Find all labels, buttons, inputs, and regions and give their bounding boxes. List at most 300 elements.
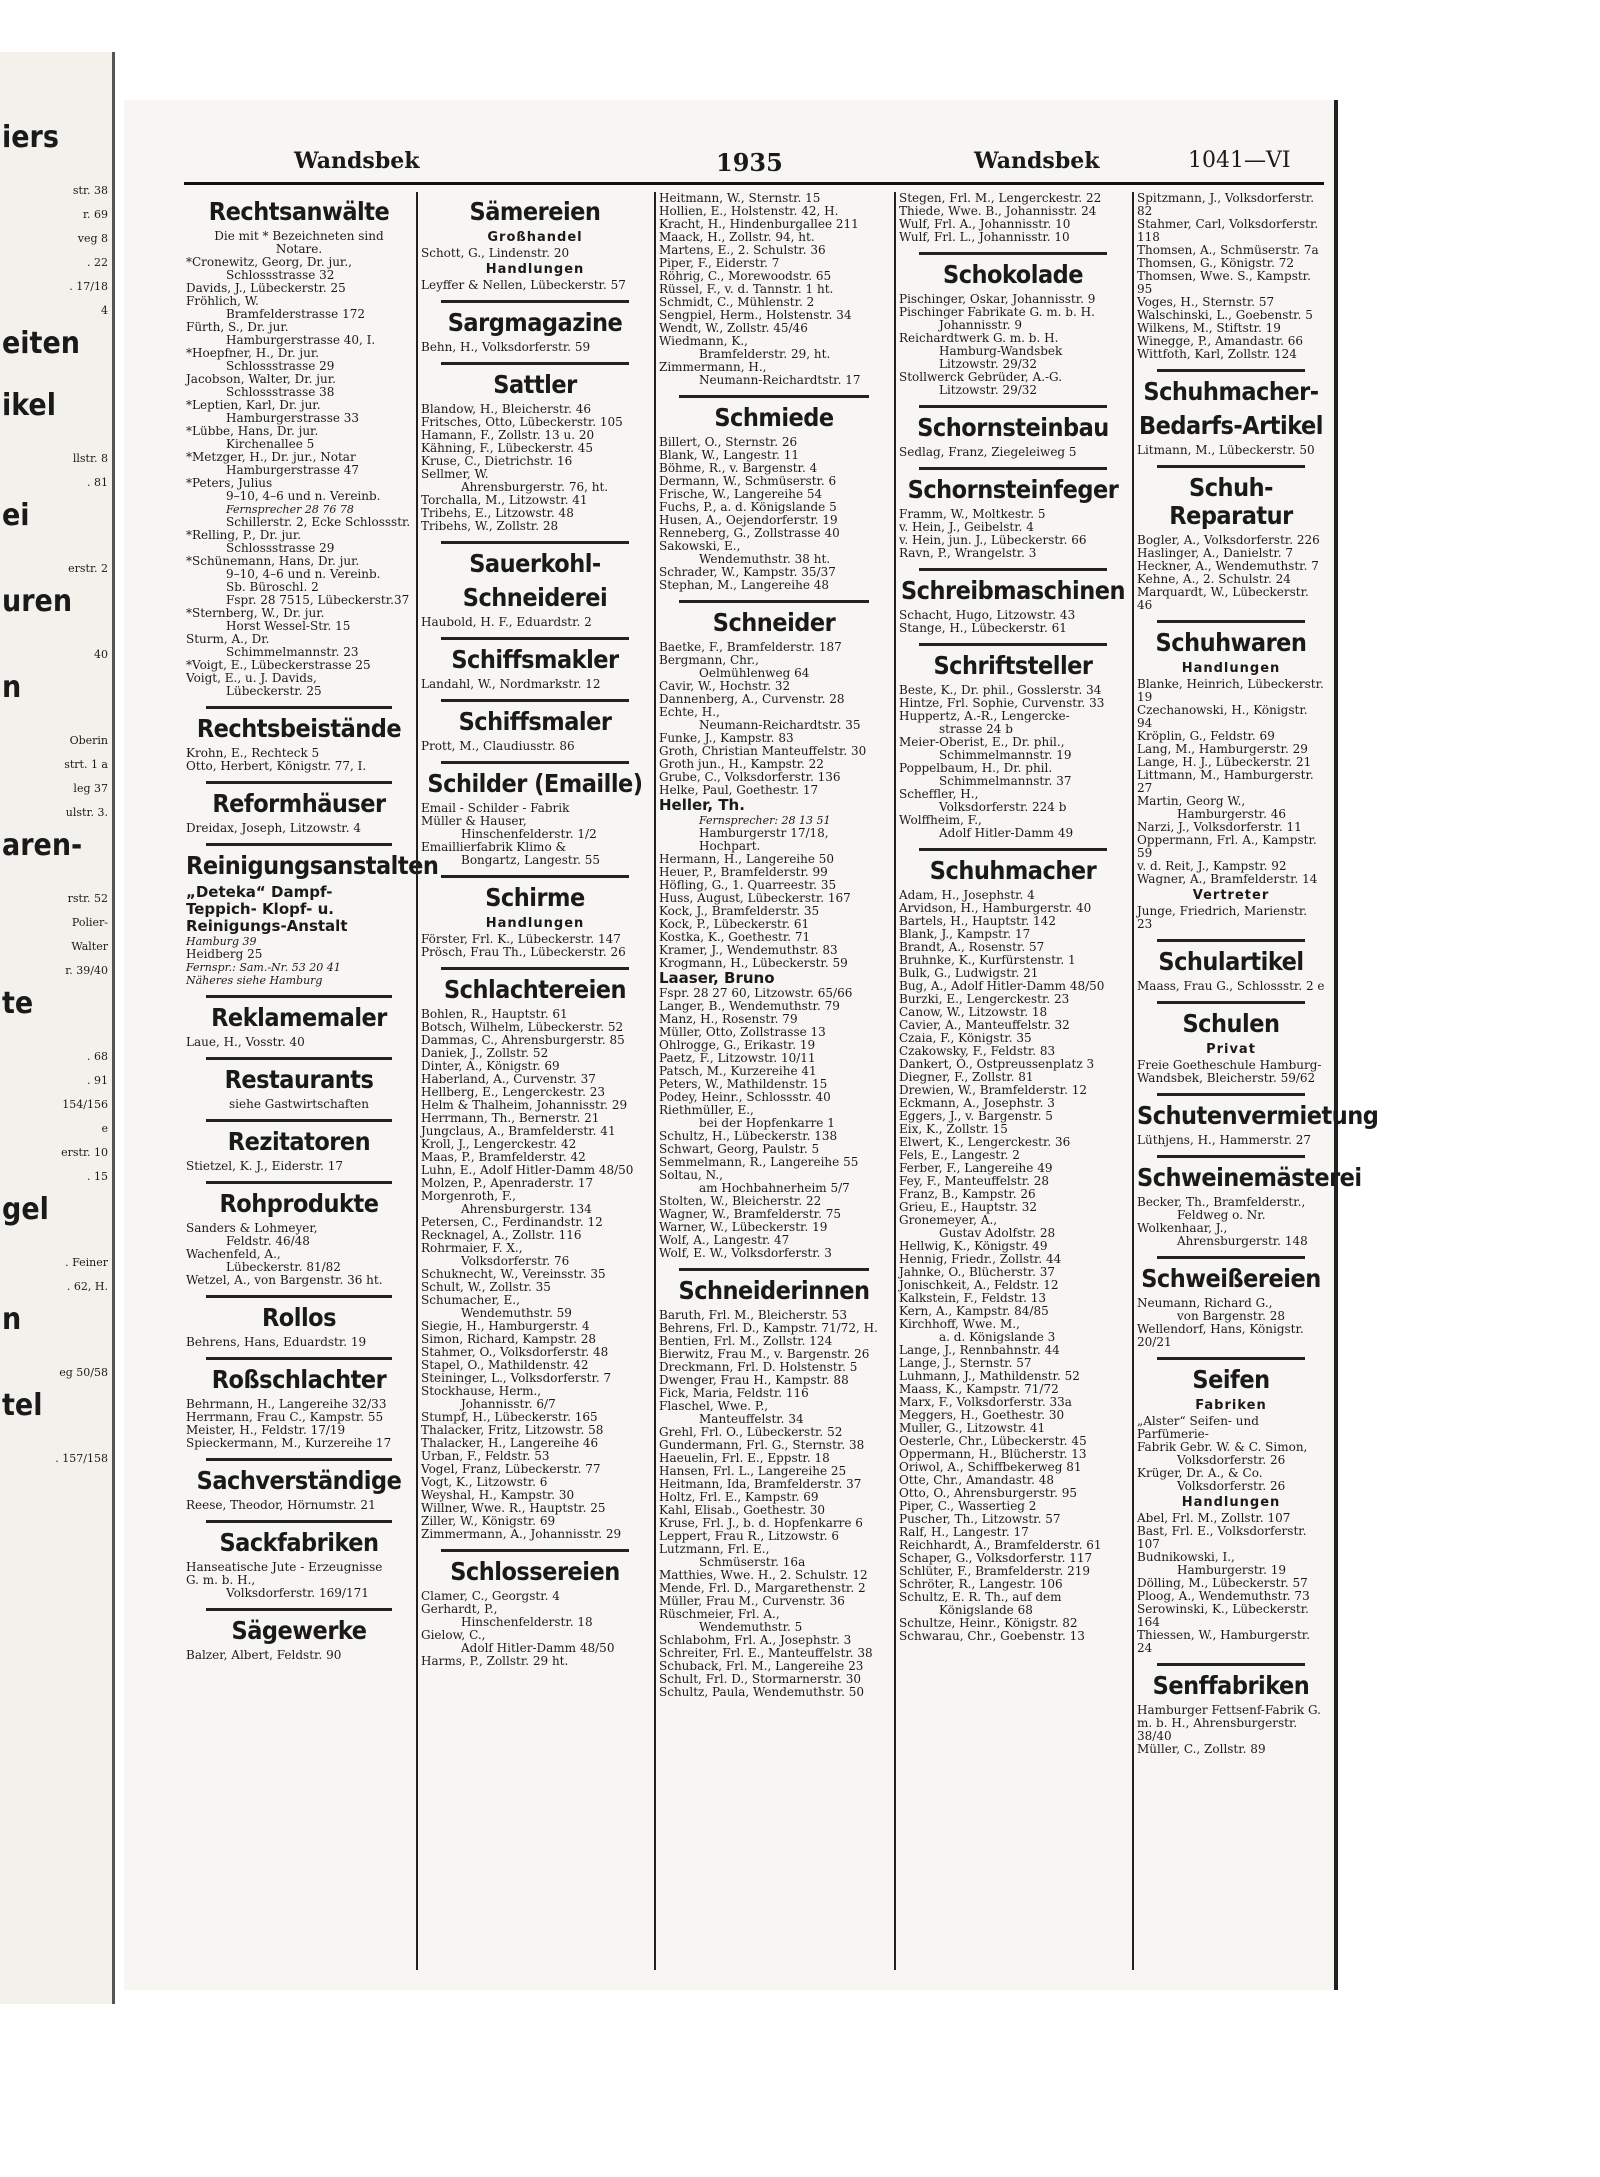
directory-entry: Rüssel, F., v. d. Tannstr. 1 ht. <box>659 282 834 296</box>
section-heading: Schweinemästerei <box>1137 1163 1362 1192</box>
directory-entry: Matthies, Wwe. H., 2. Schulstr. 12 <box>659 1568 868 1582</box>
entry-continuation: Litzowstr. 29/32 <box>939 383 1038 397</box>
directory-entry: Kirchhoff, Wwe. M., <box>899 1317 1020 1331</box>
section-rule <box>206 1608 392 1611</box>
directory-entry: Hellwig, K., Königstr. 49 <box>899 1239 1048 1253</box>
section-heading: Sämereien <box>469 197 601 226</box>
section-heading: Schirme <box>485 883 585 912</box>
directory-entry: Schreiter, Frl. E., Manteuffelstr. 38 <box>659 1646 873 1660</box>
directory-entry: Wilkens, M., Stiftstr. 19 <box>1137 321 1281 335</box>
section-rule <box>1157 1256 1305 1259</box>
section-rule <box>1157 369 1305 372</box>
column-3 <box>659 192 889 1980</box>
directory-entry: *Metzger, H., Dr. jur., Notar <box>186 450 356 464</box>
directory-entry: Dankert, O., Ostpreussenplatz 3 <box>899 1057 1095 1071</box>
section-heading: Schulartikel <box>1158 947 1304 976</box>
directory-entry: Harms, P., Zollstr. 29 ht. <box>421 1654 569 1668</box>
entry-continuation: Volksdorferstr. 26 <box>1177 1479 1286 1493</box>
entry-continuation: Feldstr. 46/48 <box>226 1234 310 1248</box>
directory-entry: Gielow, C., <box>421 1628 486 1642</box>
directory-entry: Mende, Frl. D., Margarethenstr. 2 <box>659 1581 866 1595</box>
directory-entry: Ravn, P., Wrangelstr. 3 <box>899 546 1037 560</box>
entry-continuation: a. d. Königslande 3 <box>939 1330 1056 1344</box>
directory-entry: Grehl, Frl. O., Lübeckerstr. 52 <box>659 1425 843 1439</box>
directory-entry: Bogler, A., Volksdorferstr. 226 <box>1137 533 1320 547</box>
fragment-heading: ikel <box>2 388 56 423</box>
directory-entry: Bruhnke, K., Kurfürstenstr. 1 <box>899 953 1076 967</box>
directory-entry: Brandt, A., Rosenstr. 57 <box>899 940 1045 954</box>
directory-entry: Wulf, Frl. A., Johannisstr. 10 <box>899 217 1071 231</box>
entry-continuation: Schlossstrasse 38 <box>226 385 335 399</box>
subsection-label: Handlungen <box>485 916 585 931</box>
directory-entry: Rüschmeier, Frl. A., <box>659 1607 780 1621</box>
directory-entry: Eckmann, A., Josephstr. 3 <box>899 1096 1055 1110</box>
directory-entry: Becker, Th., Bramfelderstr., <box>1137 1195 1306 1209</box>
directory-entry: Fabrik Gebr. W. & C. Simon, <box>1137 1440 1308 1454</box>
directory-entry: Dinter, A., Königstr. 69 <box>421 1059 560 1073</box>
directory-entry: Martin, Georg W., <box>1137 794 1246 808</box>
directory-entry: Martens, E., 2. Schulstr. 36 <box>659 243 826 257</box>
entry-continuation: Ahrensburgerstr. 134 <box>461 1202 592 1216</box>
entry-continuation: Schimmelmannstr. 37 <box>939 774 1072 788</box>
section-heading: Reinigungsanstalten <box>186 851 439 880</box>
directory-entry: Petersen, C., Ferdinandstr. 12 <box>421 1215 603 1229</box>
directory-entry: Bohlen, R., Hauptstr. 61 <box>421 1007 568 1021</box>
section-rule <box>441 362 629 365</box>
directory-entry: Bug, A., Adolf Hitler-Damm 48/50 <box>899 979 1105 993</box>
subsection-label: Großhandel <box>487 230 583 245</box>
directory-entry: Laue, H., Vosstr. 40 <box>186 1035 305 1049</box>
directory-entry: Neumann, Richard G., <box>1137 1296 1273 1310</box>
directory-entry: Muller, G., Litzowstr. 41 <box>899 1421 1046 1435</box>
section-heading: Rechtsanwälte <box>208 197 390 226</box>
directory-entry: Kehne, A., 2. Schulstr. 24 <box>1137 572 1291 586</box>
entry-continuation: Hamburgerstrasse 33 <box>226 411 360 425</box>
directory-entry: Ralf, H., Langestr. 17 <box>899 1525 1029 1539</box>
directory-entry: Stapel, O., Mathildenstr. 42 <box>421 1358 589 1372</box>
directory-entry: Soltau, N., <box>659 1168 723 1182</box>
entry-continuation: 9–10, 4–6 und n. Vereinb. <box>226 489 381 503</box>
directory-entry: Otte, Chr., Amandastr. 48 <box>899 1473 1055 1487</box>
directory-entry: m. b. H., Ahrensburgerstr. 38/40 <box>1137 1716 1298 1743</box>
directory-entry: Echte, H., <box>659 705 720 719</box>
directory-entry: Thomsen, G., Königstr. 72 <box>1137 256 1294 270</box>
entry-continuation: Volksdorferstr. 26 <box>1177 1453 1286 1467</box>
entry-continuation: Wendemuthstr. 59 <box>461 1306 572 1320</box>
directory-entry: Bulk, G., Ludwigstr. 21 <box>899 966 1039 980</box>
entry-continuation: Volksdorferstr. 76 <box>461 1254 570 1268</box>
directory-entry: Littmann, M., Hamburgerstr. 27 <box>1137 768 1314 795</box>
directory-entry: Haberland, A., Curvenstr. 37 <box>421 1072 596 1086</box>
column-divider <box>416 192 418 1970</box>
fragment-text: 154/156 <box>62 1098 108 1111</box>
directory-entry: *Schünemann, Hans, Dr. jur. <box>186 554 360 568</box>
directory-entry: Fey, F., Manteuffelstr. 28 <box>899 1174 1050 1188</box>
fragment-text: 40 <box>94 648 108 661</box>
directory-entry: Warner, W., Lübeckerstr. 19 <box>659 1220 828 1234</box>
directory-entry: Cavier, A., Manteuffelstr. 32 <box>899 1018 1070 1032</box>
directory-entry: Groth jun., H., Kampstr. 22 <box>659 757 824 771</box>
section-heading: Rechtsbeistände <box>196 714 402 743</box>
directory-entry: Czechanowski, H., Königstr. 94 <box>1137 703 1308 730</box>
directory-entry: Hamburger Fettsenf-Fabrik G. <box>1137 1703 1321 1717</box>
directory-entry: Gundermann, Frl. G., Sternstr. 38 <box>659 1438 865 1452</box>
section-rule <box>206 1181 392 1184</box>
directory-entry: Groth, Christian Manteuffelstr. 30 <box>659 744 867 758</box>
directory-entry: Dannenberg, A., Curvenstr. 28 <box>659 692 845 706</box>
directory-entry: Flaschel, Wwe. P., <box>659 1399 769 1413</box>
directory-entry: Wiedmann, K., <box>659 334 748 348</box>
directory-entry: Sanders & Lohmeyer, <box>186 1221 318 1235</box>
header-rule <box>184 182 1324 185</box>
fragment-heading: n <box>2 1302 22 1337</box>
directory-entry: Böhme, R., v. Bargenstr. 4 <box>659 461 818 475</box>
directory-entry: Thiede, Wwe. B., Johannisstr. 24 <box>899 204 1097 218</box>
directory-entry: Krohn, E., Rechteck 5 <box>186 746 320 760</box>
directory-entry: Schwart, Georg, Paulstr. 5 <box>659 1142 820 1156</box>
advertised-entry: Teppich- Klopf- u. <box>186 900 334 918</box>
directory-entry: Bast, Frl. E., Volksdorferstr. 107 <box>1137 1524 1307 1551</box>
directory-entry: Riethmüller, E., <box>659 1103 754 1117</box>
directory-entry: Jacobson, Walter, Dr. jur. <box>186 372 336 386</box>
directory-entry: Schacht, Hugo, Litzowstr. 43 <box>899 608 1076 622</box>
entry-continuation: Hamburgerstrasse 40, I. <box>226 333 376 347</box>
section-rule <box>441 1549 629 1552</box>
section-note: Notare. <box>275 242 323 256</box>
directory-entry: Spitzmann, J., Volksdorferstr. 82 <box>1137 191 1315 218</box>
section-rule <box>206 1458 392 1461</box>
entry-continuation: Schmüserstr. 16a <box>699 1555 806 1569</box>
section-rule <box>441 967 629 970</box>
entry-continuation: Wendemuthstr. 5 <box>699 1620 803 1634</box>
directory-entry: Dreidax, Joseph, Litzowstr. 4 <box>186 821 361 835</box>
directory-entry: Fröhlich, W. <box>186 294 259 308</box>
directory-entry: Hintze, Frl. Sophie, Curvenstr. 33 <box>899 696 1105 710</box>
directory-entry: Herrmann, Th., Bernerstr. 21 <box>421 1111 600 1125</box>
directory-entry: Landahl, W., Nordmarkstr. 12 <box>421 677 601 691</box>
entry-continuation: 9–10, 4–6 und n. Vereinb. <box>226 567 381 581</box>
fragment-text: . 81 <box>87 476 108 489</box>
directory-entry: Stumpf, H., Lübeckerstr. 165 <box>421 1410 598 1424</box>
directory-entry: Leyffer & Nellen, Lübeckerstr. 57 <box>421 278 626 292</box>
directory-entry: Renneberg, G., Zollstrasse 40 <box>659 526 840 540</box>
directory-entry: Lange, J., Rennbahnstr. 44 <box>899 1343 1060 1357</box>
directory-entry: *Sternberg, W., Dr. jur. <box>186 606 325 620</box>
directory-entry: Schmidt, C., Mühlenstr. 2 <box>659 295 815 309</box>
section-rule <box>206 1357 392 1360</box>
directory-entry: *Voigt, E., Lübeckerstrasse 25 <box>186 658 371 672</box>
directory-entry: Ploog, A., Wendemuthstr. 73 <box>1137 1589 1310 1603</box>
header-year: 1935 <box>716 148 783 177</box>
section-rule <box>441 699 629 702</box>
directory-entry: Kock, J., Bramfelderstr. 35 <box>659 904 820 918</box>
directory-entry: Heuer, P., Bramfelderstr. 99 <box>659 865 828 879</box>
directory-entry: *Hoepfner, H., Dr. jur. <box>186 346 320 360</box>
directory-entry: Willner, Wwe. R., Hauptstr. 25 <box>421 1501 606 1515</box>
directory-entry: Blandow, H., Bleicherstr. 46 <box>421 402 592 416</box>
section-heading: Schriftsteller <box>933 651 1093 680</box>
fragment-heading: gel <box>2 1192 49 1227</box>
directory-entry: Schuback, Frl. M., Langereihe 23 <box>659 1659 864 1673</box>
subsection-label: Handlungen <box>485 262 585 277</box>
directory-entry: Weyshal, H., Kampstr. 30 <box>421 1488 575 1502</box>
directory-entry: Wetzel, A., von Bargenstr. 36 ht. <box>186 1273 383 1287</box>
fragment-text: ulstr. 3. <box>65 806 108 819</box>
section-heading: Schokolade <box>943 260 1083 289</box>
directory-entry: Leppert, Frau R., Litzowstr. 6 <box>659 1529 840 1543</box>
directory-entry: Wolkenhaar, J., <box>1137 1221 1228 1235</box>
entry-continuation: Hinschenfelderstr. 18 <box>461 1615 593 1629</box>
directory-entry: Narzi, J., Volksdorferstr. 11 <box>1137 820 1302 834</box>
fragment-text: leg 37 <box>73 782 108 795</box>
directory-page <box>124 100 1379 1990</box>
directory-entry: Billert, O., Sternstr. 26 <box>659 435 798 449</box>
fragment-text: strt. 1 a <box>64 758 108 771</box>
section-heading: Rollos <box>261 1303 337 1332</box>
directory-entry: *Relling, P., Dr. jur. <box>186 528 302 542</box>
directory-entry: Steininger, L., Volksdorferstr. 7 <box>421 1371 612 1385</box>
directory-entry: Stietzel, K. J., Eiderstr. 17 <box>186 1159 344 1173</box>
entry-continuation: Hamburgerstrasse 47 <box>226 463 360 477</box>
entry-continuation: Lübeckerstr. 81/82 <box>226 1260 341 1274</box>
section-rule <box>919 405 1107 408</box>
directory-entry: Pischinger, Oskar, Johannisstr. 9 <box>899 292 1096 306</box>
directory-entry: Förster, Frl. K., Lübeckerstr. 147 <box>421 932 621 946</box>
advertised-entry: Heller, Th. <box>659 796 745 814</box>
directory-entry: Oppermann, H., Blücherstr. 13 <box>899 1447 1087 1461</box>
directory-entry: Krüger, Dr. A., & Co. <box>1137 1466 1263 1480</box>
section-heading: Seifen <box>1192 1365 1270 1394</box>
column-divider <box>654 192 656 1970</box>
directory-entry: Stegen, Frl. M., Lengerckestr. 22 <box>899 191 1102 205</box>
entry-continuation: Horst Wessel-Str. 15 <box>226 619 351 633</box>
fragment-text: . 22 <box>87 256 108 269</box>
entry-continuation: Hamburgerstr. 46 <box>1177 807 1286 821</box>
directory-entry: Kracht, H., Hindenburgallee 211 <box>659 217 859 231</box>
directory-entry: Müller, Otto, Zollstrasse 13 <box>659 1025 826 1039</box>
directory-entry: Kruse, C., Dietrichstr. 16 <box>421 454 573 468</box>
column-4 <box>899 192 1127 1980</box>
directory-entry: Dölling, M., Lübeckerstr. 57 <box>1137 1576 1308 1590</box>
fragment-heading: eiten <box>2 326 80 361</box>
directory-entry: Lange, J., Sternstr. 57 <box>899 1356 1032 1370</box>
directory-entry: Hamburg 39 <box>186 935 257 948</box>
directory-entry: Stange, H., Lübeckerstr. 61 <box>899 621 1067 635</box>
entry-continuation: Manteuffelstr. 34 <box>699 1412 804 1426</box>
section-rule <box>1157 1357 1305 1360</box>
fragment-heading: iers <box>2 120 59 155</box>
directory-entry: Kalkstein, F., Feldstr. 13 <box>899 1291 1046 1305</box>
directory-entry: Sedlag, Franz, Ziegeleiweg 5 <box>899 445 1077 459</box>
entry-continuation: Wendemuthstr. 38 ht. <box>699 552 831 566</box>
directory-entry: Kahl, Elisab., Goethestr. 30 <box>659 1503 826 1517</box>
fragment-text: . 17/18 <box>69 280 108 293</box>
directory-entry: Hermann, H., Langereihe 50 <box>659 852 835 866</box>
fragment-text: r. 39/40 <box>65 964 108 977</box>
directory-entry: Walschinski, L., Goebenstr. 5 <box>1137 308 1313 322</box>
section-heading: Schornsteinfeger <box>907 475 1119 504</box>
directory-entry: Fritsches, Otto, Lübeckerstr. 105 <box>421 415 623 429</box>
directory-entry: Sturm, A., Dr. <box>186 632 270 646</box>
directory-entry: Behrmann, H., Langereihe 32/33 <box>186 1397 387 1411</box>
directory-entry: Herrmann, Frau C., Kampstr. 55 <box>186 1410 384 1424</box>
fragment-text: . 62, H. <box>66 1280 108 1293</box>
directory-entry: Ziller, W., Königstr. 69 <box>421 1514 556 1528</box>
section-rule <box>441 637 629 640</box>
section-heading: Schmiede <box>714 403 834 432</box>
directory-entry: Müller, Frau M., Curvenstr. 36 <box>659 1594 845 1608</box>
directory-entry: Otto, O., Ahrensburgerstr. 95 <box>899 1486 1077 1500</box>
directory-entry: Schuknecht, W., Vereinsstr. 35 <box>421 1267 606 1281</box>
section-rule <box>206 1057 392 1060</box>
fragment-text: r. 69 <box>82 208 108 221</box>
section-rule <box>206 781 392 784</box>
entry-continuation: am Hochbahnerheim 5/7 <box>699 1181 850 1195</box>
entry-continuation: bei der Hopfenkarre 1 <box>699 1116 835 1130</box>
directory-entry: Thalacker, H., Langereihe 46 <box>421 1436 599 1450</box>
directory-entry: Czaia, F., Königstr. 35 <box>899 1031 1032 1045</box>
directory-entry: Botsch, Wilhelm, Lübeckerstr. 52 <box>421 1020 624 1034</box>
section-rule <box>206 843 392 846</box>
section-heading: Bedarfs-Artikel <box>1139 411 1323 440</box>
fragment-text: . Feiner <box>65 1256 108 1269</box>
directory-entry: Simon, Richard, Kampstr. 28 <box>421 1332 597 1346</box>
fragment-heading: uren <box>2 584 73 619</box>
entry-continuation: von Bargenstr. 28 <box>1177 1309 1286 1323</box>
directory-entry: Blanke, Heinrich, Lübeckerstr. 19 <box>1137 677 1324 704</box>
directory-entry: Wachenfeld, A., <box>186 1247 281 1261</box>
directory-entry: Morgenroth, F., <box>421 1189 516 1203</box>
directory-entry: Wandsbek, Bleicherstr. 59/62 <box>1137 1071 1316 1085</box>
directory-entry: Junge, Friedrich, Marienstr. 23 <box>1137 904 1308 931</box>
directory-entry: Ferber, F., Langereihe 49 <box>899 1161 1053 1175</box>
section-heading: Schneiderei <box>462 583 608 612</box>
directory-entry: Schultze, Heinr., Königstr. 82 <box>899 1616 1078 1630</box>
directory-entry: Gronemeyer, A., <box>899 1213 998 1227</box>
directory-entry: Huppertz, A.-R., Lengercke- <box>899 709 1070 723</box>
directory-entry: Wagner, A., Bramfelderstr. 14 <box>1137 872 1318 886</box>
directory-entry: Winegge, P., Amandastr. 66 <box>1137 334 1304 348</box>
section-heading: Senffabriken <box>1152 1671 1310 1700</box>
section-heading: Sackfabriken <box>219 1528 379 1557</box>
entry-continuation: Litzowstr. 29/32 <box>939 357 1038 371</box>
directory-entry: Frische, W., Langereihe 54 <box>659 487 823 501</box>
directory-entry: Rohrmaier, F. X., <box>421 1241 523 1255</box>
directory-entry: Tribehs, E., Litzowstr. 48 <box>421 506 574 520</box>
directory-entry: Huss, August, Lübeckerstr. 167 <box>659 891 851 905</box>
directory-entry: Stollwerck Gebrüder, A.-G. <box>899 370 1063 384</box>
directory-entry: Voigt, E., u. J. Davids, <box>186 671 317 685</box>
section-rule <box>441 761 629 764</box>
fragment-text: . 15 <box>87 1170 108 1183</box>
fragment-text: rstr. 52 <box>67 892 108 905</box>
section-heading: Schlachtereien <box>443 975 627 1004</box>
fragment-text: veg 8 <box>77 232 108 245</box>
directory-entry: Maack, H., Zollstr. 94, ht. <box>659 230 815 244</box>
directory-entry: Paetz, F., Litzowstr. 10/11 <box>659 1051 816 1065</box>
directory-entry: Helke, Paul, Goethestr. 17 <box>659 783 819 797</box>
directory-entry: Schwarau, Chr., Goebenstr. 13 <box>899 1629 1085 1643</box>
directory-entry: Meggers, H., Goethestr. 30 <box>899 1408 1065 1422</box>
directory-entry: Sellmer, W. <box>421 467 489 481</box>
directory-entry: Molzen, P., Apenraderstr. 17 <box>421 1176 594 1190</box>
section-rule <box>206 1119 392 1122</box>
fragment-text: e <box>101 1122 108 1135</box>
directory-entry: G. m. b. H., <box>186 1573 256 1587</box>
directory-entry: Müller & Hauser, <box>421 814 527 828</box>
directory-entry: Torchalla, M., Litzowstr. 41 <box>421 493 588 507</box>
directory-entry: Kähning, F., Lübeckerstr. 45 <box>421 441 593 455</box>
entry-continuation: Volksdorferstr. 224 b <box>939 800 1067 814</box>
directory-entry: Hellberg, E., Lengerckestr. 23 <box>421 1085 605 1099</box>
directory-entry: Manz, H., Rosenstr. 79 <box>659 1012 798 1026</box>
directory-entry: Schott, G., Lindenstr. 20 <box>421 246 570 260</box>
directory-entry: Wagner, W., Bramfelderstr. 75 <box>659 1207 841 1221</box>
directory-entry: Schaper, G., Volksdorferstr. 117 <box>899 1551 1093 1565</box>
directory-entry: Fspr. 28 27 60, Litzowstr. 65/66 <box>659 986 853 1000</box>
entry-continuation: Sb. Büroschl. 2 <box>226 580 319 594</box>
directory-entry: Schultz, E. R. Th., auf dem <box>899 1590 1062 1604</box>
entry-continuation: Neumann-Reichardtstr. 35 <box>699 718 861 732</box>
directory-entry: Stephan, M., Langereihe 48 <box>659 578 830 592</box>
directory-entry: Wendt, W., Zollstr. 45/46 <box>659 321 808 335</box>
directory-entry: Stahmer, Carl, Volksdorferstr. 118 <box>1137 217 1319 244</box>
section-rule <box>919 252 1107 255</box>
directory-entry: Näheres siehe Hamburg <box>186 974 323 987</box>
directory-entry: Davids, J., Lübeckerstr. 25 <box>186 281 346 295</box>
section-rule <box>206 1295 392 1298</box>
entry-continuation: Fspr. 28 7515, Lübeckerstr.37 <box>226 593 410 607</box>
directory-entry: Oriwol, A., Schiffbekerweg 81 <box>899 1460 1082 1474</box>
column-divider <box>894 192 896 1970</box>
section-rule <box>1157 939 1305 942</box>
directory-entry: Thomsen, Wwe. S., Kampstr. 95 <box>1137 269 1311 296</box>
directory-entry: Poppelbaum, H., Dr. phil. <box>899 761 1053 775</box>
directory-entry: Gerhardt, P., <box>421 1602 498 1616</box>
directory-entry: Otto, Herbert, Königstr. 77, I. <box>186 759 367 773</box>
section-heading: Schutenvermietung <box>1137 1101 1379 1130</box>
directory-entry: Eix, K., Zollstr. 15 <box>899 1122 1008 1136</box>
section-heading: Roßschlachter <box>211 1365 387 1394</box>
directory-entry: Czakowsky, F., Feldstr. 83 <box>899 1044 1056 1058</box>
entry-continuation: Ahrensburgerstr. 148 <box>1177 1234 1308 1248</box>
directory-entry: Kröplin, G., Feldstr. 69 <box>1137 729 1275 743</box>
entry-continuation: Johannisstr. 6/7 <box>461 1397 556 1411</box>
section-heading: Schilder (Emaille) <box>427 769 643 798</box>
directory-entry: Tribehs, W., Zollstr. 28 <box>421 519 559 533</box>
directory-entry: Schult, Frl. D., Stormarnerstr. 30 <box>659 1672 861 1686</box>
directory-entry: Schumacher, E., <box>421 1293 520 1307</box>
directory-entry: Burzki, E., Lengerckestr. 23 <box>899 992 1070 1006</box>
section-heading: Schuhmacher <box>929 856 1097 885</box>
directory-entry: Hansen, Frl. L., Langereihe 25 <box>659 1464 847 1478</box>
directory-entry: Oppermann, Frl. A., Kampstr. 59 <box>1137 833 1317 860</box>
section-rule <box>1157 1093 1305 1096</box>
directory-entry: Schultz, Paula, Wendemuthstr. 50 <box>659 1685 864 1699</box>
header-city-right: Wandsbek <box>974 148 1100 174</box>
subsection-label: Vertreter <box>1192 888 1270 903</box>
directory-entry: Bartels, H., Hauptstr. 142 <box>899 914 1056 928</box>
directory-entry: Dwenger, Frau H., Kampstr. 88 <box>659 1373 849 1387</box>
directory-entry: Scheffler, H., <box>899 787 979 801</box>
directory-entry: Schlüter, F., Bramfelderstr. 219 <box>899 1564 1091 1578</box>
directory-entry: Bierwitz, Frau M., v. Bargenstr. 26 <box>659 1347 870 1361</box>
directory-entry: Fürth, S., Dr. jur. <box>186 320 289 334</box>
fragment-heading: n <box>2 670 22 705</box>
section-heading: Sachverständige <box>196 1466 402 1495</box>
column-2 <box>421 192 649 1980</box>
directory-entry: Zimmermann, H., <box>659 360 767 374</box>
